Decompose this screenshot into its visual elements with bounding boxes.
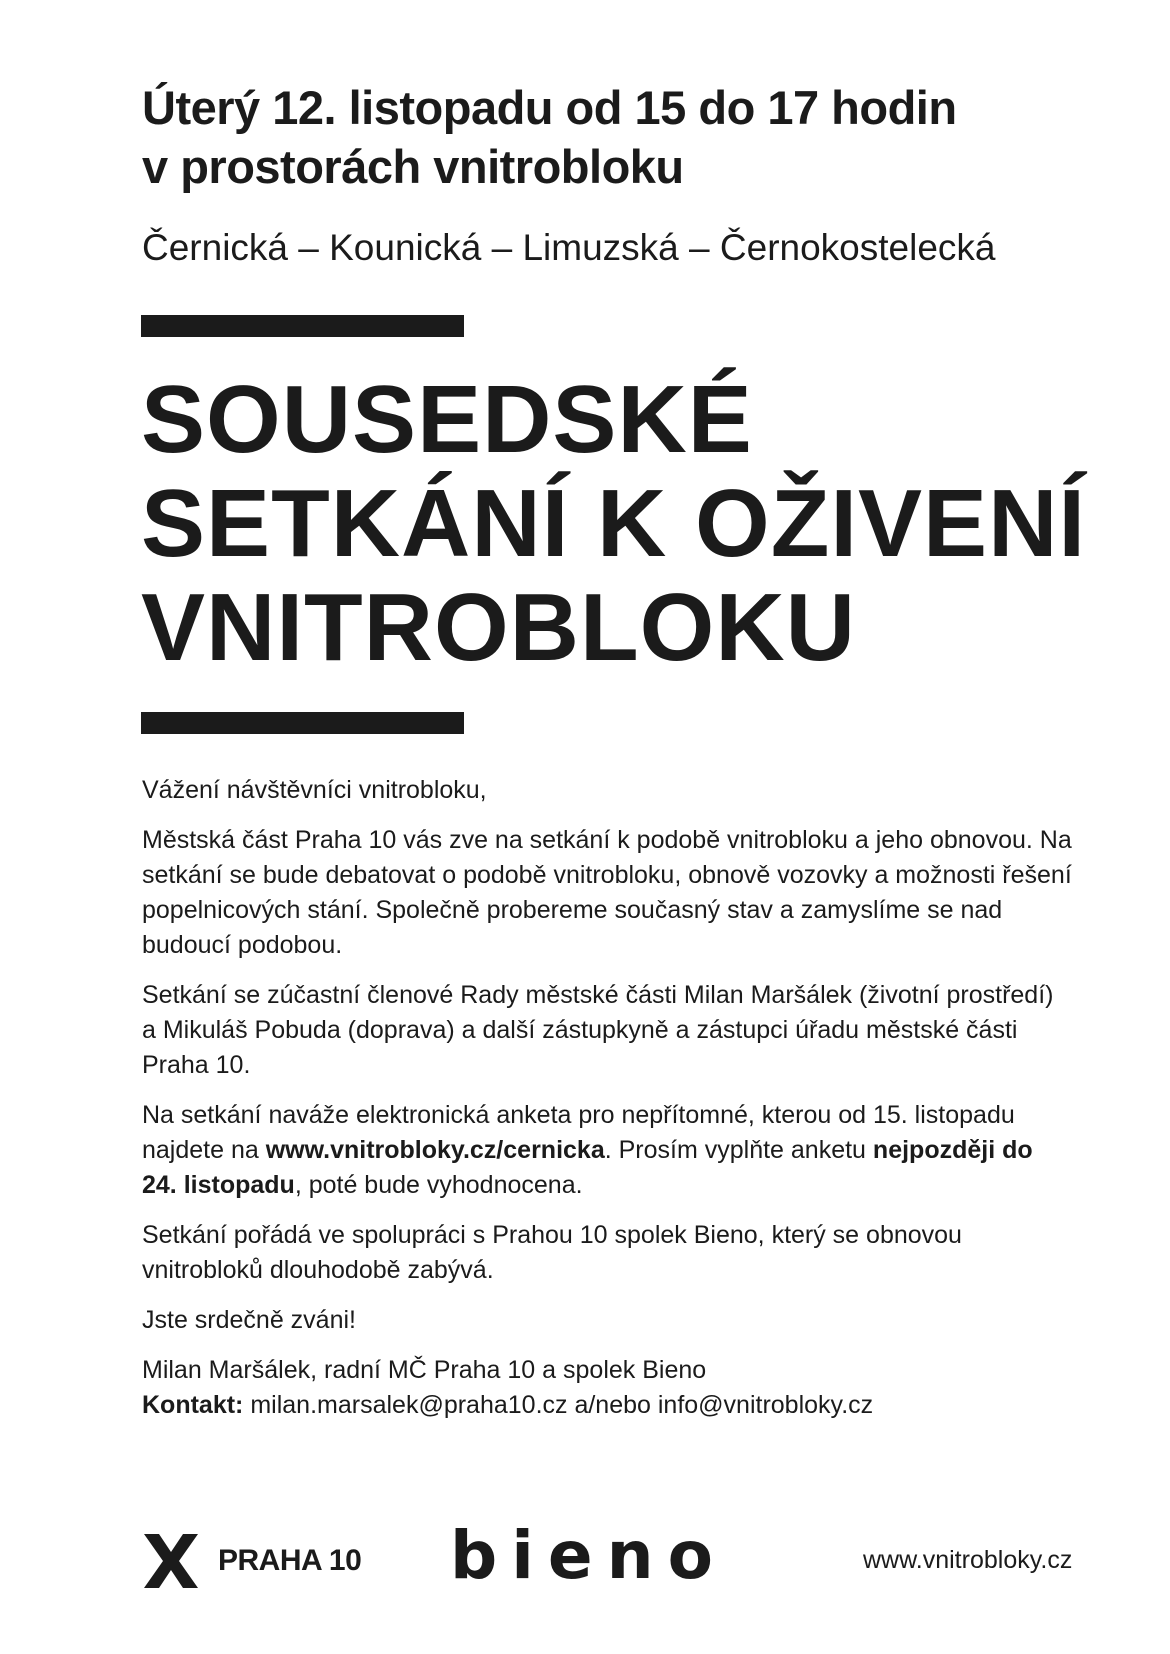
- contact-line: [142, 1388, 1072, 1423]
- praha10-x-icon: [142, 1532, 200, 1590]
- bieno-logo: bieno: [450, 1517, 727, 1594]
- paragraph-organizer: Setkání pořádá ve spolupráci s Prahou 10 spolek Bieno, který se obnovou vnitrobloků dlouhodobě zabývá.: [142, 1221, 962, 1284]
- top-divider-bar: [141, 315, 464, 337]
- praha10-logo: [142, 1532, 361, 1590]
- main-title: [141, 368, 1161, 680]
- signature-line: Milan Maršálek, radní MČ Praha 10 a spolek Bieno: [142, 1356, 707, 1384]
- footer: [0, 1510, 1170, 1600]
- title-line: SOUSEDSKÉ: [141, 366, 753, 473]
- event-location-line: v prostorách vnitrobloku: [142, 140, 684, 193]
- title-line: SETKÁNÍ K OŽIVENÍ: [141, 470, 1087, 577]
- invitation-line: Jste srdečně zváni!: [142, 1306, 356, 1334]
- event-date-heading: [142, 78, 1142, 196]
- survey-deadline: nejpozději do 24. listopadu: [142, 1136, 1033, 1199]
- paragraph-participants: Setkání se zúčastní členové Rady městské části Milan Maršálek (životní prostředí) a Mikuláš Pobuda (doprava) a další zástupkyně a zástupci úřadu městské části Praha 10.: [142, 981, 1054, 1079]
- title-line: VNITROBLOKU: [141, 574, 856, 681]
- contact-emails[interactable]: milan.marsalek@praha10.cz a/nebo info@vnitrobloky.cz: [243, 1391, 874, 1419]
- survey-link[interactable]: www.vnitrobloky.cz/cernicka: [265, 1136, 605, 1164]
- event-date-line: Úterý 12. listopadu od 15 do 17 hodin: [142, 81, 957, 134]
- survey-text: , poté bude vyhodnocena.: [294, 1171, 583, 1199]
- praha10-logo-text: PRAHA 10: [218, 1544, 362, 1577]
- signature-block: [142, 1353, 1072, 1423]
- paragraph-survey: [142, 1098, 1072, 1203]
- contact-label: Kontakt:: [142, 1391, 244, 1419]
- invitation-body: [142, 773, 1072, 1423]
- paragraph-intro: Městská část Praha 10 vás zve na setkání k podobě vnitrobloku a jeho obnovou. Na setkání se bude debatovat o podobě vnitrobloku, obnově vozovky a možnosti řešení popelnicových stání. Společně probereme současný stav a zamyslíme se nad budoucí podobou.: [142, 826, 1072, 959]
- bottom-divider-bar: [141, 712, 464, 734]
- greeting: Vážení návštěvníci vnitrobloku,: [142, 776, 487, 804]
- streets-line: Černická – Kounická – Limuzská – Černokostelecká: [142, 227, 996, 268]
- survey-text: Na setkání naváže elektronická anketa pro nepřítomné, kterou od 15. listopadu najdete na: [142, 1101, 1015, 1164]
- survey-text: . Prosím vyplňte anketu: [604, 1136, 873, 1164]
- website-link[interactable]: www.vnitrobloky.cz: [863, 1546, 1073, 1574]
